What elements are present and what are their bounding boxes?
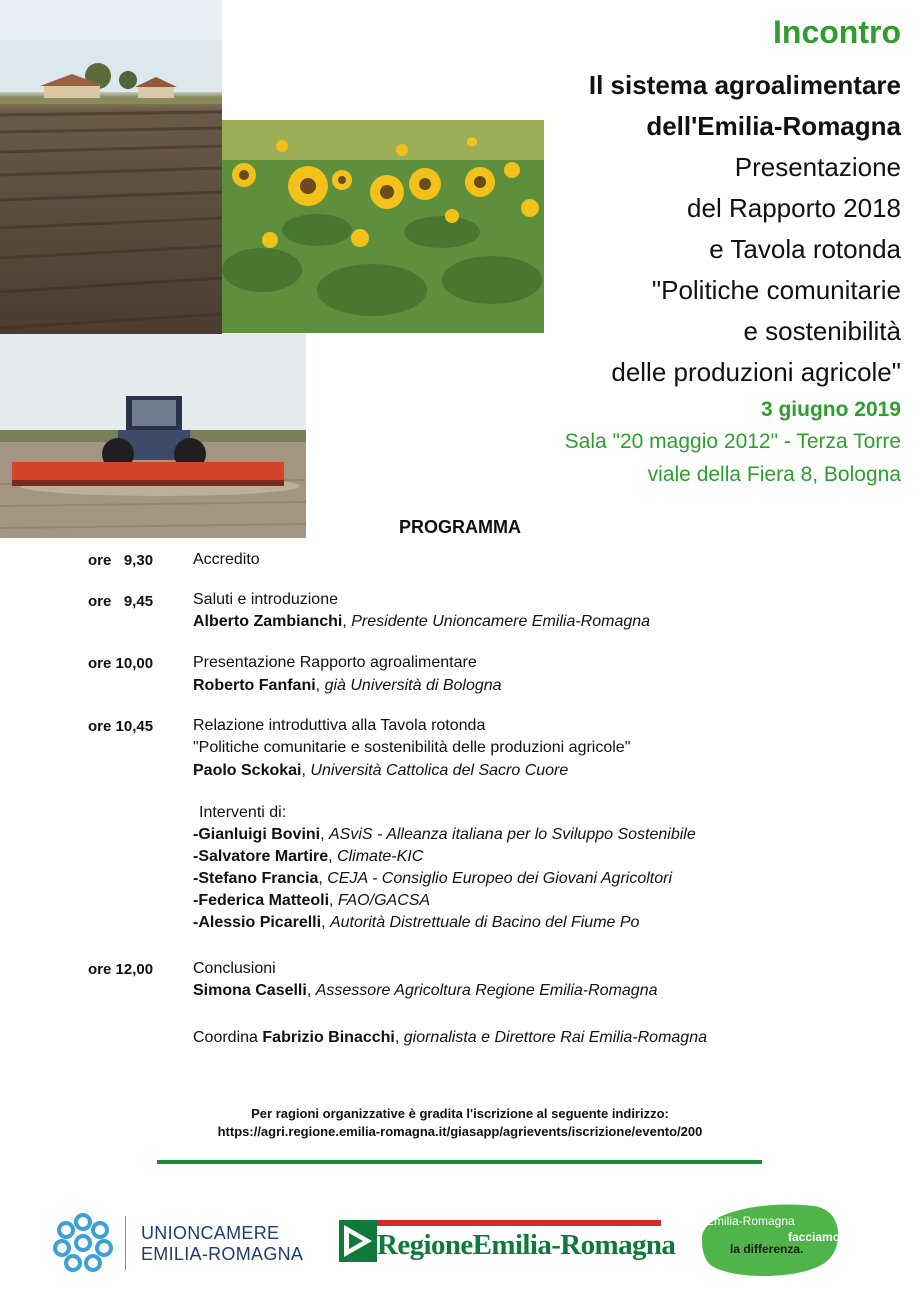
event-address: viale della Fiera 8, Bologna [647,463,901,486]
tractor-illustration [0,334,306,538]
plowed-field-illustration [0,0,222,334]
event-subtitle-line-6: delle produzioni agricole" [611,357,901,387]
speaker-picarelli: -Alessio Picarelli, Autorità Distrettuale di Bacino del Fiume Po [193,914,640,931]
event-title-line-1: Il sistema agroalimentare [588,70,901,100]
time-slot-3: ore 10,00 [88,655,154,672]
speaker-role: ASviS - Alleanza italiana per lo Sviluppo Sostenibile [329,826,696,843]
speaker-fanfani: Roberto Fanfani, già Università di Bologna [193,677,502,694]
speaker-matteoli: -Federica Matteoli, FAO/GACSA [193,892,431,909]
speaker-name: -Gianluigi Bovini [193,826,321,843]
item-accredito: Accredito [193,551,260,568]
speaker-name: -Federica Matteoli [193,892,330,909]
event-subtitle-line-4: "Politiche comunitarie [651,275,901,305]
regione-red-bar [377,1220,661,1226]
speaker-name: Alberto Zambianchi [193,613,343,630]
program-heading: PROGRAMMA [399,517,521,537]
regione-emilia-romagna-logo [337,1218,676,1268]
unioncamere-name-line-2: EMILIA-ROMAGNA [141,1244,304,1264]
time-slot-2: ore 9,45 [88,593,154,610]
speaker-name: Roberto Fanfani [193,677,316,694]
unioncamere-name-line-1: UNIONCAMERE [141,1223,280,1243]
time-slot-4: ore 10,45 [88,718,154,735]
speaker-role: Climate-KIC [337,848,424,865]
tractor-photo [0,334,306,538]
time-slot-1: ore 9,30 [88,552,154,569]
speaker-caselli: Simona Caselli, Assessore Agricoltura Regione Emilia-Romagna [193,982,658,999]
regione-name: RegioneEmilia-Romagna [377,1229,676,1261]
speaker-name: Simona Caselli [193,982,307,999]
event-subtitle-line-1: Presentazione [734,152,901,182]
speaker-name: -Stefano Francia [193,870,319,887]
item-relazione-title: "Politiche comunitarie e sostenibilità delle produzioni agricole" [193,739,631,756]
speaker-name: Paolo Sckokai [193,762,302,779]
speaker-name: -Alessio Picarelli [193,914,322,931]
speaker-role: giornalista e Direttore Rai Emilia-Romagna [403,1029,707,1046]
interventi-label: Interventi di: [199,804,287,821]
item-conclusioni: Conclusioni [193,960,276,977]
coordinator-label: Coordina [193,1029,258,1046]
speaker-role: Assessore Agricoltura Regione Emilia-Romagna [315,982,658,999]
speaker-bovini: -Gianluigi Bovini, ASviS - Alleanza italiana per lo Sviluppo Sostenibile [193,826,696,843]
sunflower-field-photo [222,120,544,333]
event-kicker: Incontro [773,14,901,50]
speaker-role: già Università di Bologna [324,677,502,694]
logo-separator [125,1216,126,1270]
badge-text-line-1: Emilia-Romagna [706,1214,795,1228]
regione-flag-icon [339,1220,377,1262]
event-subtitle-line-5: e sostenibilità [743,316,901,346]
item-presentazione: Presentazione Rapporto agroalimentare [193,654,477,671]
item-relazione: Relazione introduttiva alla Tavola rotonda [193,717,486,734]
unioncamere-logo [52,1210,322,1276]
facciamo-la-differenza-logo [694,1200,844,1278]
coordinator-line: Coordina Fabrizio Binacchi, giornalista e Direttore Rai Emilia-Romagna [193,1029,707,1046]
speaker-role: Presidente Unioncamere Emilia-Romagna [351,613,651,630]
speaker-role: CEJA - Consiglio Europeo dei Giovani Agricoltori [327,870,672,887]
event-venue: Sala "20 maggio 2012" - Terza Torre [564,430,901,453]
time-slot-5: ore 12,00 [88,961,154,978]
speaker-role: Università Cattolica del Sacro Cuore [310,762,569,779]
event-title-line-2: dell'Emilia-Romagna [646,111,901,141]
sunflower-illustration [222,120,544,333]
section-divider [157,1160,762,1164]
registration-link[interactable]: https://agri.regione.emilia-romagna.it/giasapp/agrievents/iscrizione/evento/200 [217,1124,703,1139]
event-date: 3 giugno 2019 [760,398,901,421]
event-subtitle-line-2: del Rapporto 2018 [687,193,901,223]
speaker-name: -Salvatore Martire [193,848,329,865]
speaker-name: Fabrizio Binacchi [262,1029,395,1046]
speaker-zambianchi: Alberto Zambianchi, Presidente Unioncamere Emilia-Romagna [193,613,651,630]
plowed-field-photo [0,0,222,334]
registration-note: Per ragioni organizzative è gradita l'iscrizione al seguente indirizzo: [251,1106,669,1121]
event-subtitle-line-3: e Tavola rotonda [709,234,901,264]
speaker-role: Autorità Distrettuale di Bacino del Fiume Po [329,914,640,931]
unioncamere-emblem-icon [52,1212,114,1274]
badge-text-line-3: la differenza. [730,1242,804,1256]
item-saluti: Saluti e introduzione [193,591,338,608]
speaker-martire: -Salvatore Martire, Climate-KIC [193,848,424,865]
speaker-role: FAO/GACSA [337,892,431,909]
badge-text-line-2: facciamo [788,1230,841,1244]
speaker-sckokai: Paolo Sckokai, Università Cattolica del Sacro Cuore [193,762,569,779]
speaker-francia: -Stefano Francia, CEJA - Consiglio Europeo dei Giovani Agricoltori [193,870,672,887]
